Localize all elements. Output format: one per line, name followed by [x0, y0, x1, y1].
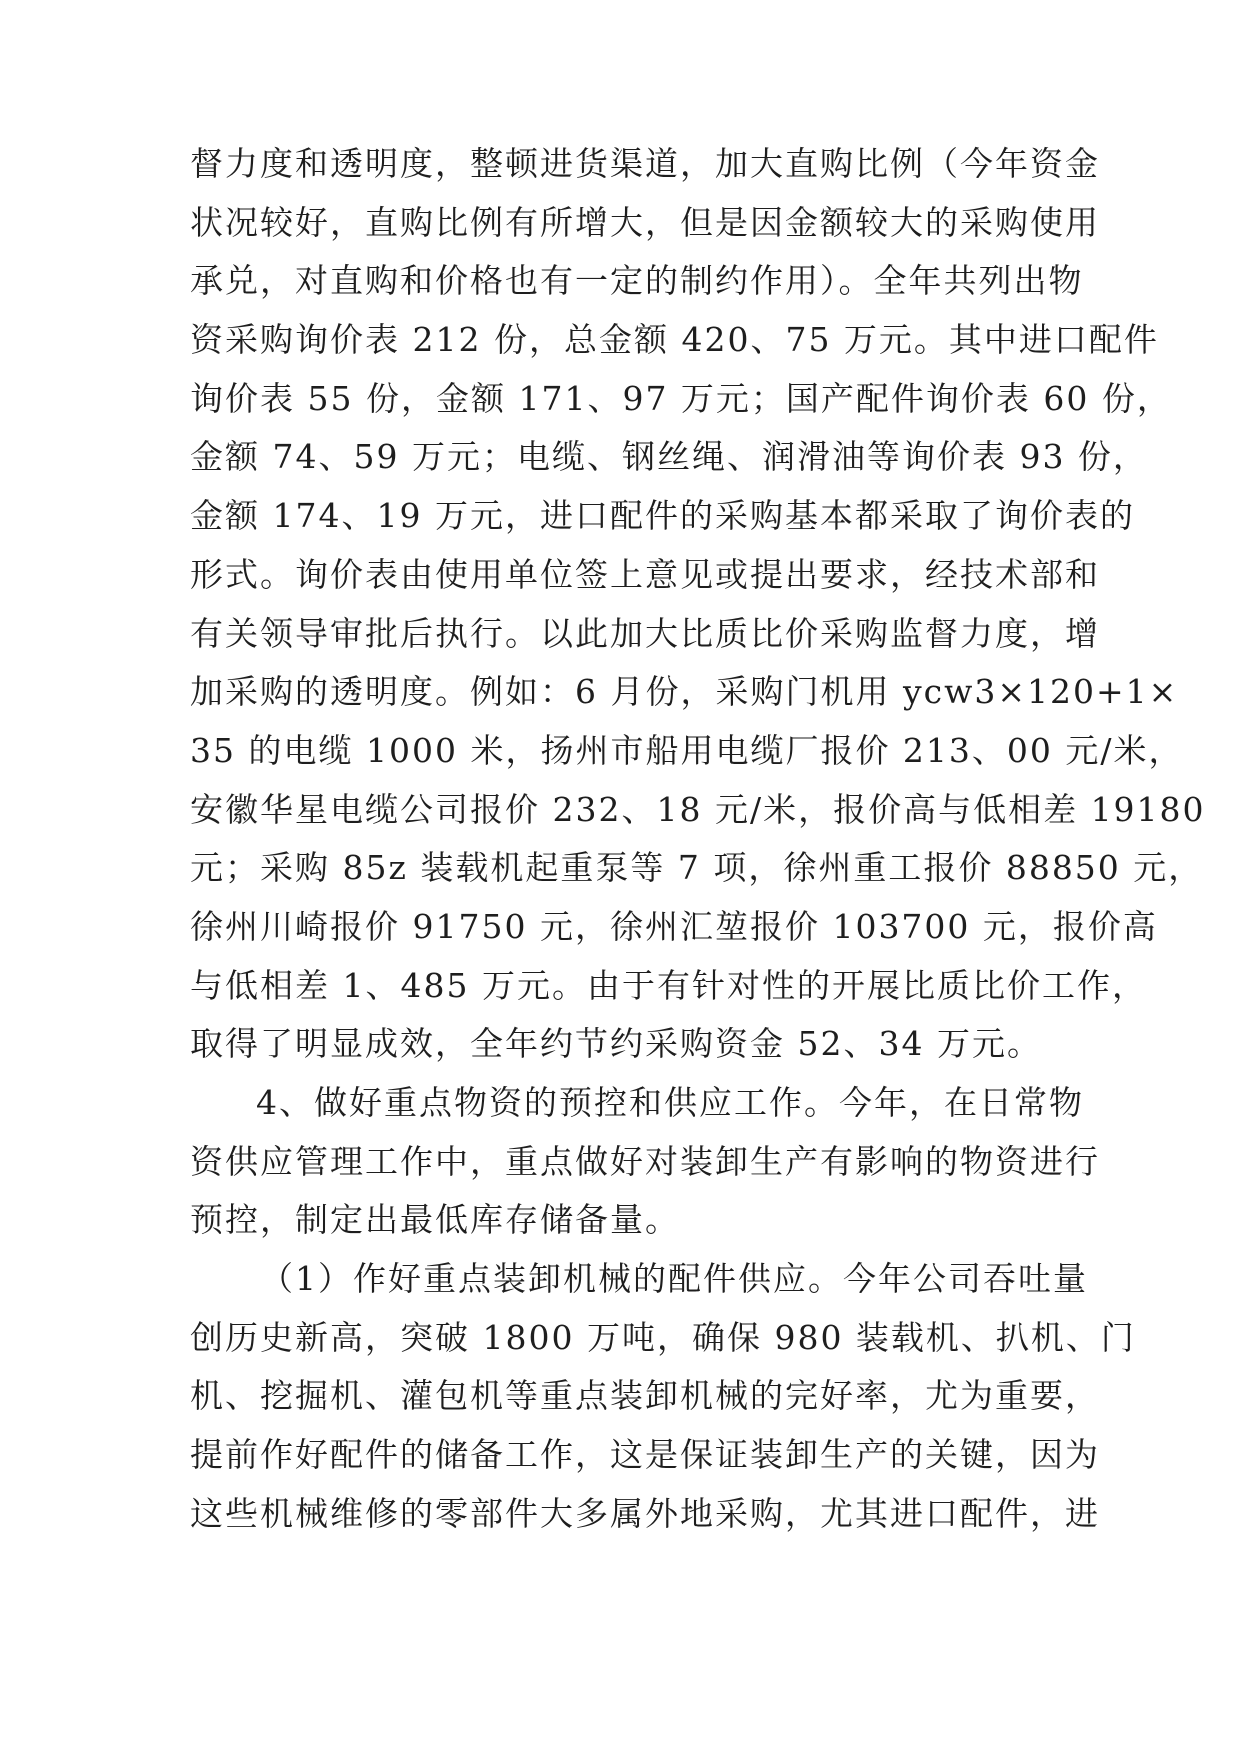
text-line: 承兑，对直购和价格也有一定的制约作用）。全年共列出物 [190, 261, 1084, 301]
text-line: 提前作好配件的储备工作，这是保证装卸生产的关键，因为 [190, 1435, 1100, 1475]
text-line: 状况较好，直购比例有所增大，但是因金额较大的采购使用 [190, 202, 1100, 242]
text-line: 预控，制定出最低库存储备量。 [190, 1200, 680, 1240]
text-line: 这些机械维修的零部件大多属外地采购，尤其进口配件，进 [190, 1493, 1100, 1533]
text-line: 形式。询价表由使用单位签上意见或提出要求，经技术部和 [190, 554, 1100, 594]
text-line: 创历史新高，突破 1800 万吨，确保 980 装载机、扒机、门 [190, 1317, 1136, 1357]
paragraph-key-materials-control [190, 1074, 1100, 1250]
text-line: （1）作好重点装卸机械的配件供应。今年公司吞吐量 [260, 1259, 1088, 1299]
text-line: 金额 74、59 万元；电缆、钢丝绳、润滑油等询价表 93 份， [190, 437, 1148, 477]
text-line: 机、挖掘机、灌包机等重点装卸机械的完好率，尤为重要， [190, 1376, 1100, 1416]
paragraph-key-machinery-parts [190, 1250, 1136, 1543]
text-line: 元；采购 85z 装载机起重泵等 7 项，徐州重工报价 88850 元， [190, 848, 1204, 888]
text-line: 询价表 55 份，金额 171、97 万元；国产配件询价表 60 份， [190, 378, 1172, 418]
text-line: 资采购询价表 212 份，总金额 420、75 万元。其中进口配件 [190, 320, 1159, 360]
text-line: 取得了明显成效，全年约节约采购资金 52、34 万元。 [190, 1024, 1042, 1064]
document-body [190, 135, 1206, 1544]
text-line: 督力度和透明度，整顿进货渠道，加大直购比例（今年资金 [190, 144, 1100, 183]
text-line: 资供应管理工作中，重点做好对装卸生产有影响的物资进行 [190, 1141, 1100, 1181]
text-line: 有关领导审批后执行。以此加大比质比价采购监督力度，增 [190, 613, 1100, 653]
text-line: 徐州川崎报价 91750 元，徐州汇堃报价 103700 元，报价高 [190, 906, 1158, 946]
text-line: 安徽华星电缆公司报价 232、18 元/米，报价高与低相差 19180 [190, 789, 1206, 829]
text-line: 金额 174、19 万元，进口配件的采购基本都采取了询价表的 [190, 496, 1135, 536]
text-line: 35 的电缆 1000 米，扬州市船用电缆厂报价 213、00 元/米， [190, 730, 1184, 770]
text-line: 与低相差 1、485 万元。由于有针对性的开展比质比价工作， [190, 965, 1147, 1005]
paragraph-purchasing-supervision [190, 135, 1206, 1074]
text-line: 4、做好重点物资的预控和供应工作。今年，在日常物 [256, 1083, 1084, 1122]
text-line: 加采购的透明度。例如：6 月份，采购门机用 ycw3×120+1× [190, 672, 1179, 712]
